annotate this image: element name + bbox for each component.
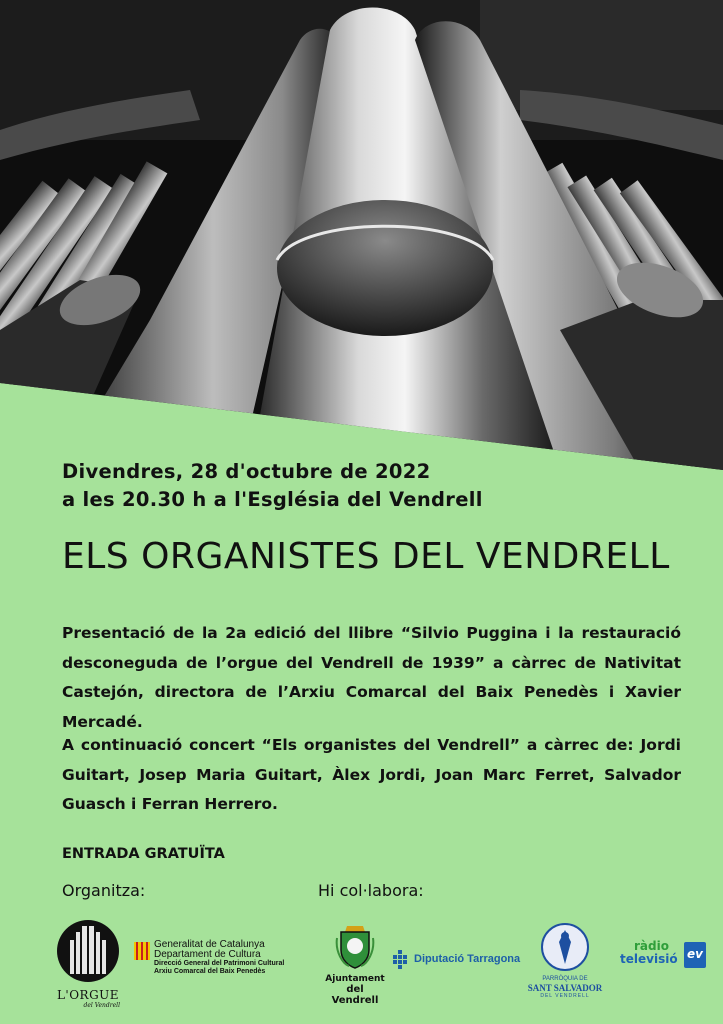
- sant-salvador-line1: PARRÒQUIA DE: [542, 976, 588, 982]
- ev-badge: [684, 942, 706, 968]
- collaborates-label: Hi col·labora:: [318, 881, 424, 900]
- sant-salvador-logo: [522, 922, 608, 1000]
- ajuntament-line1: Ajuntament: [325, 974, 385, 984]
- ev-badge-text: ev: [687, 947, 703, 961]
- generalitat-logo: [134, 940, 309, 976]
- event-datetime: [62, 458, 683, 514]
- event-place: a les 20.30 h a l'Església del Vendrell: [62, 488, 483, 511]
- generalitat-line2: Departament de Cultura: [154, 949, 261, 960]
- radio-line2: televisió: [620, 952, 678, 966]
- page-title: ELS ORGANISTES DEL VENDRELL: [62, 536, 670, 577]
- free-entry-label: ENTRADA GRATUÏTA: [62, 846, 225, 862]
- generalitat-line4: Arxiu Comarcal del Baix Penedès: [154, 968, 266, 975]
- ajuntament-logo: [322, 922, 388, 1006]
- diputacio-grid-icon: [390, 950, 410, 970]
- ajuntament-line2: del Vendrell: [331, 984, 379, 1006]
- senyera-icon: [134, 942, 150, 960]
- concert-text: A continuació concert “Els organistes del Vendrell” a càrrec de: Jordi Guitart, Josep Maria Guitart, Àlex Jordi, Joan Marc Ferret, Salvador Guasch i Ferran Herrero.: [62, 736, 681, 813]
- organ-pipes-photo: [0, 0, 723, 470]
- generalitat-line1: Generalitat de Catalunya: [154, 939, 265, 950]
- sant-salvador-line3: DEL VENDRELL: [540, 993, 590, 999]
- coat-of-arms-icon: [335, 922, 375, 970]
- organizes-label: Organitza:: [62, 881, 146, 900]
- sant-salvador-line2: SANT SALVADOR: [527, 983, 603, 993]
- generalitat-line3: Direcció General del Patrimoni Cultural: [154, 960, 285, 967]
- lorgue-logo-subtext: del Vendrell: [83, 1002, 120, 1009]
- event-date: Divendres, 28 d'octubre de 2022: [62, 460, 431, 483]
- parish-emblem-icon: [539, 922, 591, 972]
- book-presentation-text: Presentació de la 2a edició del llibre “Silvio Puggina i la restauració desconeguda de l’orgue del Vendrell de 1939” a càrrec de Nativitat Castejón, directora de l’Arxiu Comarcal del Baix Penedès i Xavier Mercadé.: [62, 624, 681, 731]
- radio-television-logo: [620, 940, 710, 980]
- organ-pipes-icon: [48, 918, 128, 984]
- diputacio-logo: [390, 950, 530, 970]
- diputacio-text: Diputació Tarragona: [414, 953, 521, 965]
- lorgue-logo: [48, 918, 128, 1010]
- radio-line1: ràdio: [634, 939, 669, 953]
- lorgue-logo-text: L'ORGUE: [56, 988, 120, 1002]
